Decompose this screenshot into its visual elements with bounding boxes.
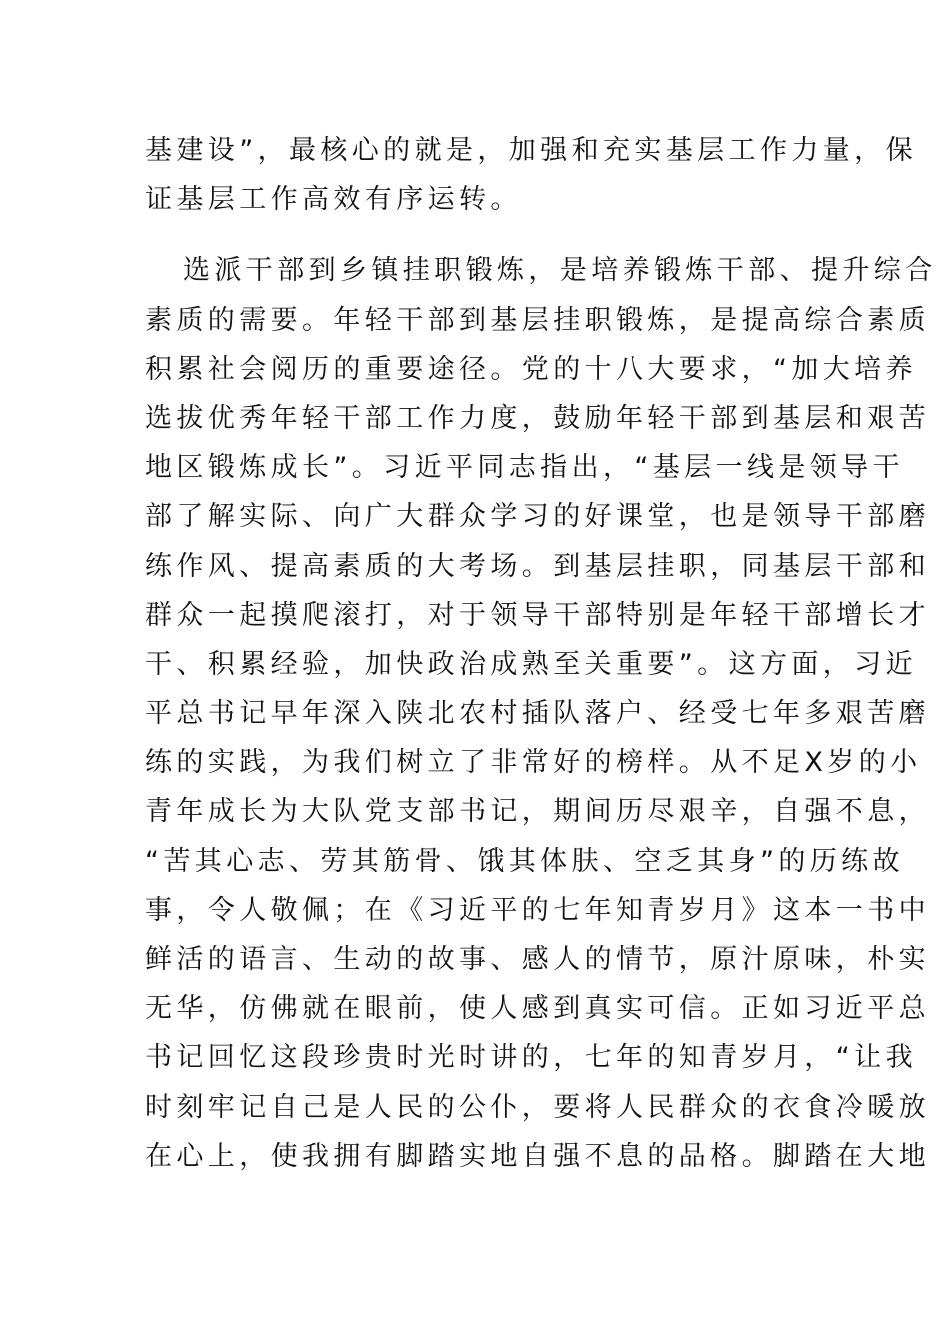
text-line: 证基层工作高效有序运转。 <box>145 184 522 216</box>
text-line: 选拔优秀年轻干部工作力度，鼓励年轻干部到基层和艰苦 <box>145 402 930 434</box>
text-line: 鲜活的语言、生动的故事、感人的情节，原汁原味，朴实 <box>145 944 930 975</box>
text-line: 基建设”，最核心的就是，加强和充实基层工作力量，保 <box>145 135 917 166</box>
text-line: 书记回忆这段珍贵时光时讲的，七年的知青岁月，“让我 <box>145 1042 917 1074</box>
text-line: 部了解实际、向广大群众学习的好课堂，也是领导干部磨 <box>145 501 930 533</box>
text-line: 无华，仿佛就在眼前，使人感到真实可信。正如习近平总 <box>145 993 930 1025</box>
paragraph-spacer <box>145 224 815 246</box>
text-line: 青年成长为大队党支部书记，期间历尽艰辛，自强不息， <box>145 796 930 828</box>
text-line: 选派干部到乡镇挂职锻炼，是培养锻炼干部、提升综合 <box>183 255 937 287</box>
document-body <box>145 126 937 1181</box>
paragraph-1 <box>145 126 917 224</box>
text-line: 群众一起摸爬滚打，对于领导干部特别是年轻干部增长才 <box>145 599 930 631</box>
paragraph-2 <box>145 246 937 1181</box>
text-line: 平总书记早年深入陕北农村插队落户、经受七年多艰苦磨 <box>145 698 930 730</box>
text-line: 地区锻炼成长”。习近平同志指出，“基层一线是领导干 <box>145 452 904 484</box>
text-line: 时刻牢记自己是人民的公仆，要将人民群众的衣食冷暖放 <box>145 1091 930 1123</box>
text-line: 素质的需要。年轻干部到基层挂职锻炼，是提高综合素质 <box>145 304 930 336</box>
text-line: 练的实践，为我们树立了非常好的榜样。从不足X岁的小 <box>145 747 922 779</box>
text-line: 积累社会阅历的重要途径。党的十八大要求，“加大培养 <box>145 353 917 385</box>
text-line: 练作风、提高素质的大考场。到基层挂职，同基层干部和 <box>145 550 930 582</box>
text-line: “苦其心志、劳其筋骨、饿其体肤、空乏其身”的历练故 <box>145 845 904 877</box>
text-line: 在心上，使我拥有脚踏实地自强不息的品格。脚踏在大地 <box>145 1140 930 1172</box>
text-line: 事，令人敬佩；在《习近平的七年知青岁月》这本一书中 <box>145 894 930 926</box>
text-line: 干、积累经验，加快政治成熟至关重要”。这方面，习近 <box>145 648 917 680</box>
